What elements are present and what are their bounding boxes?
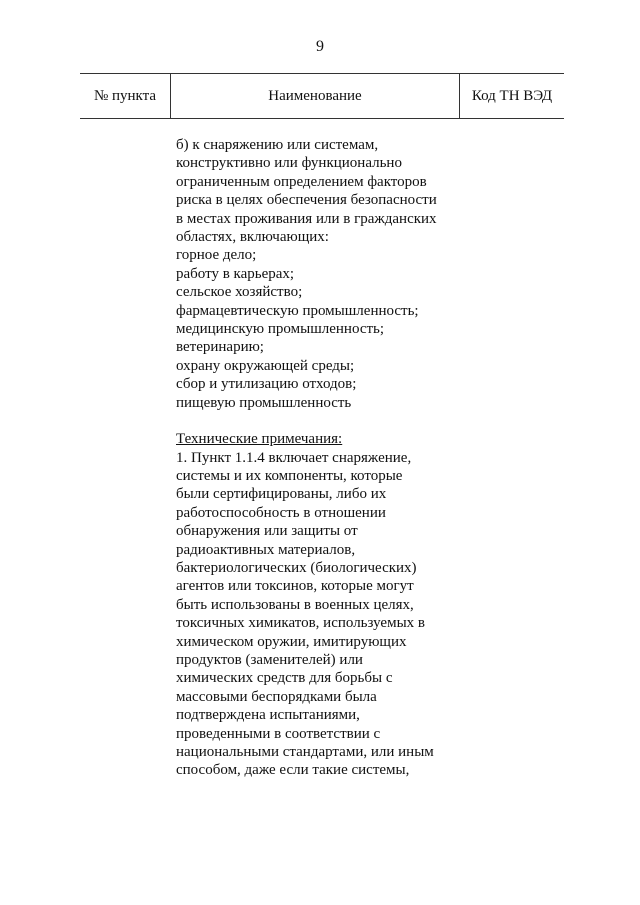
text-line: проведенными в соответствии с <box>176 725 381 742</box>
text-line: агентов или токсинов, которые могут <box>176 578 414 595</box>
text-line: химическом оружии, имитирующих <box>176 633 407 650</box>
page-number: 9 <box>316 38 324 55</box>
table-header <box>80 73 564 119</box>
text-line: химических средств для борьбы с <box>176 670 393 687</box>
text-line: продуктов (заменителей) или <box>176 651 363 668</box>
text-line: токсичных химикатов, используемых в <box>176 615 425 632</box>
text-line: были сертифицированы, либо их <box>176 486 387 503</box>
text-line: б) к снаряжению или системам, <box>176 137 379 153</box>
text-line: 1. Пункт 1.1.4 включает снаряжение, <box>176 449 412 466</box>
text-line: конструктивно или функционально <box>176 155 402 172</box>
text-line: подтверждена испытаниями, <box>176 707 360 724</box>
column-header-name: Наименование <box>171 74 460 118</box>
text-line: системы и их компоненты, которые <box>176 467 403 484</box>
text-line: ограниченным определением факторов <box>176 173 427 190</box>
spacer <box>176 412 466 430</box>
column-header-tn-ved-code: Код ТН ВЭД <box>471 87 553 104</box>
text-line: бактериологических (биологических) <box>176 559 417 576</box>
text-line: радиоактивных материалов, <box>176 541 356 558</box>
text-line: горное дело; <box>176 247 257 264</box>
text-line: риска в целях обеспечения безопасности <box>176 192 437 209</box>
text-line: охрану окружающей среды; <box>176 357 355 374</box>
text-line: способом, даже если такие системы, <box>176 762 410 779</box>
text-line: сбор и утилизацию отходов; <box>176 376 357 393</box>
item-description <box>176 136 466 780</box>
text-line: сельское хозяйство; <box>176 284 303 301</box>
text-line: национальными стандартами, или иным <box>176 744 434 760</box>
text-line: обнаружения или защиты от <box>176 523 358 540</box>
text-line: пищевую промышленность <box>176 394 352 411</box>
text-line: работу в карьерах; <box>176 265 295 282</box>
text-line: работоспособность в отношении <box>176 504 386 521</box>
text-line: медицинскую промышленность; <box>176 321 385 338</box>
text-line: ветеринарию; <box>176 339 264 356</box>
technical-notes <box>176 430 466 780</box>
text-line: фармацевтическую промышленность; <box>176 302 419 319</box>
technical-notes-title: Технические примечания: <box>176 431 343 448</box>
column-header-item-number: № пункта <box>80 74 171 118</box>
block-b <box>176 136 466 412</box>
text-line: областях, включающих: <box>176 229 329 246</box>
text-line: массовыми беспорядками была <box>176 688 377 705</box>
text-line: быть использованы в военных целях, <box>176 596 414 613</box>
text-line: в местах проживания или в гражданских <box>176 210 437 227</box>
